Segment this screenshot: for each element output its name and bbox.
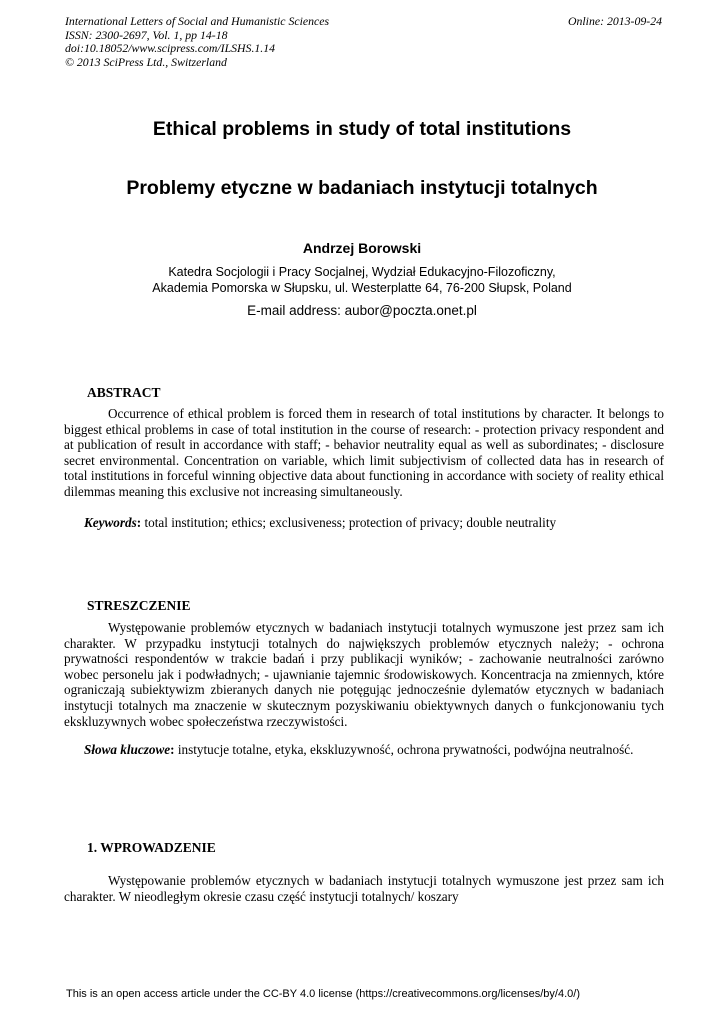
- streszczenie-heading: STRESZCZENIE: [87, 598, 191, 613]
- keywords-text: total institution; ethics; exclusiveness; protection of privacy; double neutrality: [141, 514, 557, 530]
- email-address: E-mail address: aubor@poczta.onet.pl: [247, 303, 477, 318]
- paper-title-polish: Problemy etyczne w badaniach instytucji totalnych: [126, 177, 598, 199]
- keywords-line: [64, 515, 664, 531]
- keywords-colon: :: [136, 514, 142, 530]
- journal-issn-vol: ISSN: 2300-2697, Vol. 1, pp 14-18: [65, 27, 228, 42]
- abstract-heading: ABSTRACT: [87, 385, 161, 400]
- license-note: This is an open access article under the CC-BY 4.0 license (https://creativecommons.org/licenses/by/4.0/): [66, 988, 580, 1000]
- paper-title-english: Ethical problems in study of total institutions: [152, 118, 572, 140]
- affiliation-line2: Akademia Pomorska w Słupsku, ul. Westerplatte 64, 76-200 Słupsk, Poland: [152, 280, 572, 295]
- journal-info: [65, 15, 329, 69]
- streszczenie-section: [64, 598, 664, 758]
- journal-doi: doi:10.18052/www.scipress.com/ILSHS.1.14: [65, 41, 276, 56]
- journal-title: International Letters of Social and Humanistic Sciences: [65, 14, 330, 28]
- slowa-kluczowe-text: instytucje totalne, etyka, ekskluzywność, ochrona prywatności, podwójna neutralność.: [174, 742, 634, 758]
- journal-copyright: © 2013 SciPress Ltd., Switzerland: [65, 54, 227, 69]
- slowa-kluczowe-label: Słowa kluczowe: [84, 742, 171, 758]
- keywords-label: Keywords: [84, 514, 137, 530]
- affiliation-line1: Katedra Socjologii i Pracy Socjalnej, Wydział Edukacyjno-Filozoficzny,: [168, 265, 556, 279]
- slowa-kluczowe-colon: :: [170, 742, 175, 758]
- introduction-heading: 1. WPROWADZENIE: [87, 840, 216, 855]
- author-affiliation: [0, 265, 724, 296]
- abstract-body: Occurrence of ethical problem is forced them in research of total institutions by character. It belongs to biggest ethical problems in case of total institution in the course of research: - protection privacy respondent and at publication of result in accordance with staff; - behavior neutrality equal as well as subordinates; - disclosure secret environmental. Concentration on variable, which limit subjectivism of collected data has in research of total institutions in forceful winning objective data about functioning in accordance with society of reality ethical dilemmas meaning this exclusive not increasing simultaneously.: [64, 406, 664, 499]
- abstract-section: [64, 385, 664, 530]
- online-date: Online: 2013-09-24: [567, 14, 662, 28]
- introduction-section: [64, 840, 664, 904]
- author-block: [0, 240, 724, 319]
- author-name: Andrzej Borowski: [302, 240, 422, 256]
- introduction-body: Występowanie problemów etycznych w badaniach instytucji totalnych wymuszone jest przez sam ich charakter. W nieodległym okresie czasu część instytucji totalnych/ koszary: [64, 873, 664, 904]
- streszczenie-body: Występowanie problemów etycznych w badaniach instytucji totalnych wymuszone jest przez sam ich charakter. W przypadku instytucji totalnych do największych problemów etycznych należy; - ochrona prywatności respondentów w trakcie badań i przy publikacji wyników; - zachowanie neutralności zarówno wobec personelu jak i podwładnych; - ujawnianie tajemnic środowiskowych. Koncentracja na zmiennych, które ograniczają subiektywizm zbieranych danych nie potęgując jednocześnie dylematów etycznych w badaniach instytucji totalnych ma znaczenie w skutecznym pozyskiwaniu obiektywnych danych o funkcjonowaniu tych ekskluzywnych wobec społeczeństwa rzeczywistości.: [64, 620, 664, 729]
- slowa-kluczowe-line: [64, 742, 664, 758]
- journal-header: [65, 15, 662, 69]
